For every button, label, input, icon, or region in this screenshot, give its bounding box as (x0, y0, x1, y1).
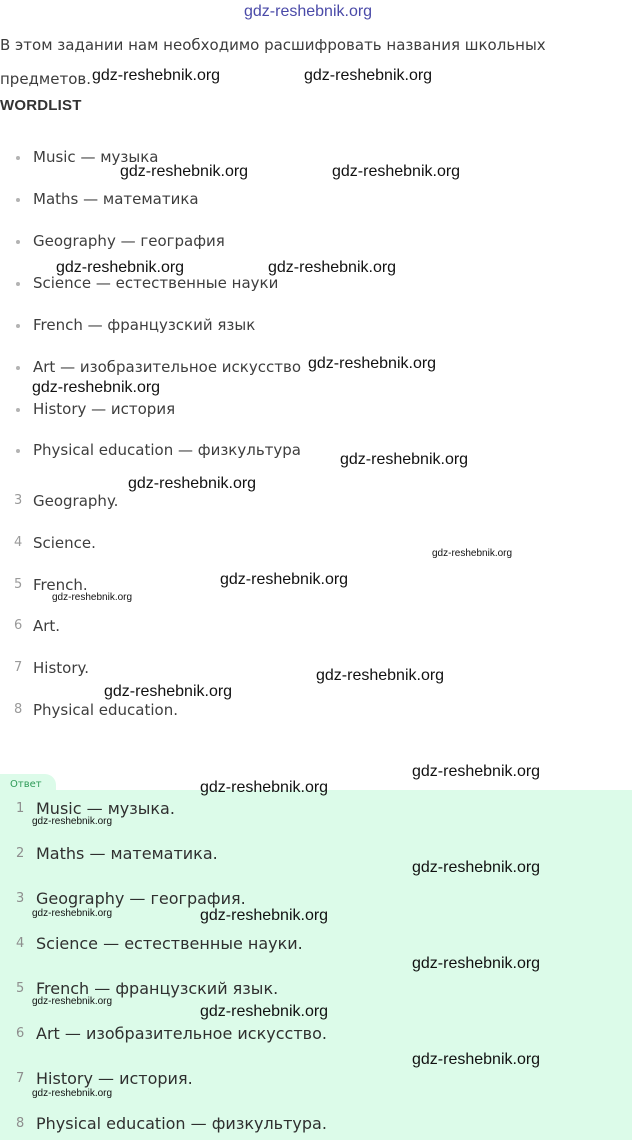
bullet-dot (16, 408, 20, 412)
watermark-text: gdz-reshebnik.org (56, 259, 185, 276)
watermark-text: gdz-reshebnik.org (412, 859, 541, 876)
watermark-text: gdz-reshebnik.org (32, 1088, 113, 1099)
bullet-dot (16, 449, 20, 453)
watermark-text: gdz-reshebnik.org (316, 667, 445, 684)
watermark-text: gdz-reshebnik.org (32, 908, 113, 919)
watermark-text: gdz-reshebnik.org (52, 592, 133, 603)
watermark-text: gdz-reshebnik.org (340, 451, 469, 468)
watermark-text: gdz-reshebnik.org (104, 683, 233, 700)
watermark-text: gdz-reshebnik.org (200, 1003, 329, 1020)
watermark-text: gdz-reshebnik.org (32, 816, 113, 827)
watermark-text: gdz-reshebnik.org (220, 571, 349, 588)
watermark-text: gdz-reshebnik.org (244, 3, 373, 20)
watermark-text: gdz-reshebnik.org (332, 163, 461, 180)
watermark-text: gdz-reshebnik.org (412, 763, 541, 780)
watermark-text: gdz-reshebnik.org (308, 355, 437, 372)
intro-text: В этом задании нам необходимо расшифровать названия школьных предметов. (0, 36, 546, 88)
watermark-text: gdz-reshebnik.org (120, 163, 249, 180)
watermark-text: gdz-reshebnik.org (32, 996, 113, 1007)
watermark-text: gdz-reshebnik.org (200, 779, 329, 796)
intro-paragraph (0, 28, 600, 96)
answer-label: Ответ (0, 774, 56, 796)
watermark-text: gdz-reshebnik.org (268, 259, 397, 276)
watermark-text: gdz-reshebnik.org (92, 67, 221, 84)
watermark-text: gdz-reshebnik.org (200, 907, 329, 924)
bullet-dot (16, 282, 20, 286)
watermark-text: gdz-reshebnik.org (412, 955, 541, 972)
bullet-dot (16, 324, 20, 328)
watermark-text: gdz-reshebnik.org (304, 67, 433, 84)
bullet-dot (16, 156, 20, 160)
watermark-text: gdz-reshebnik.org (32, 379, 161, 396)
bullet-dot (16, 366, 20, 370)
watermark-text: gdz-reshebnik.org (432, 548, 513, 559)
bullet-dot (16, 240, 20, 244)
watermark-text: gdz-reshebnik.org (412, 1051, 541, 1068)
bullet-dot (16, 198, 20, 202)
wordlist-heading: WORDLIST (0, 97, 82, 114)
watermark-text: gdz-reshebnik.org (128, 475, 257, 492)
